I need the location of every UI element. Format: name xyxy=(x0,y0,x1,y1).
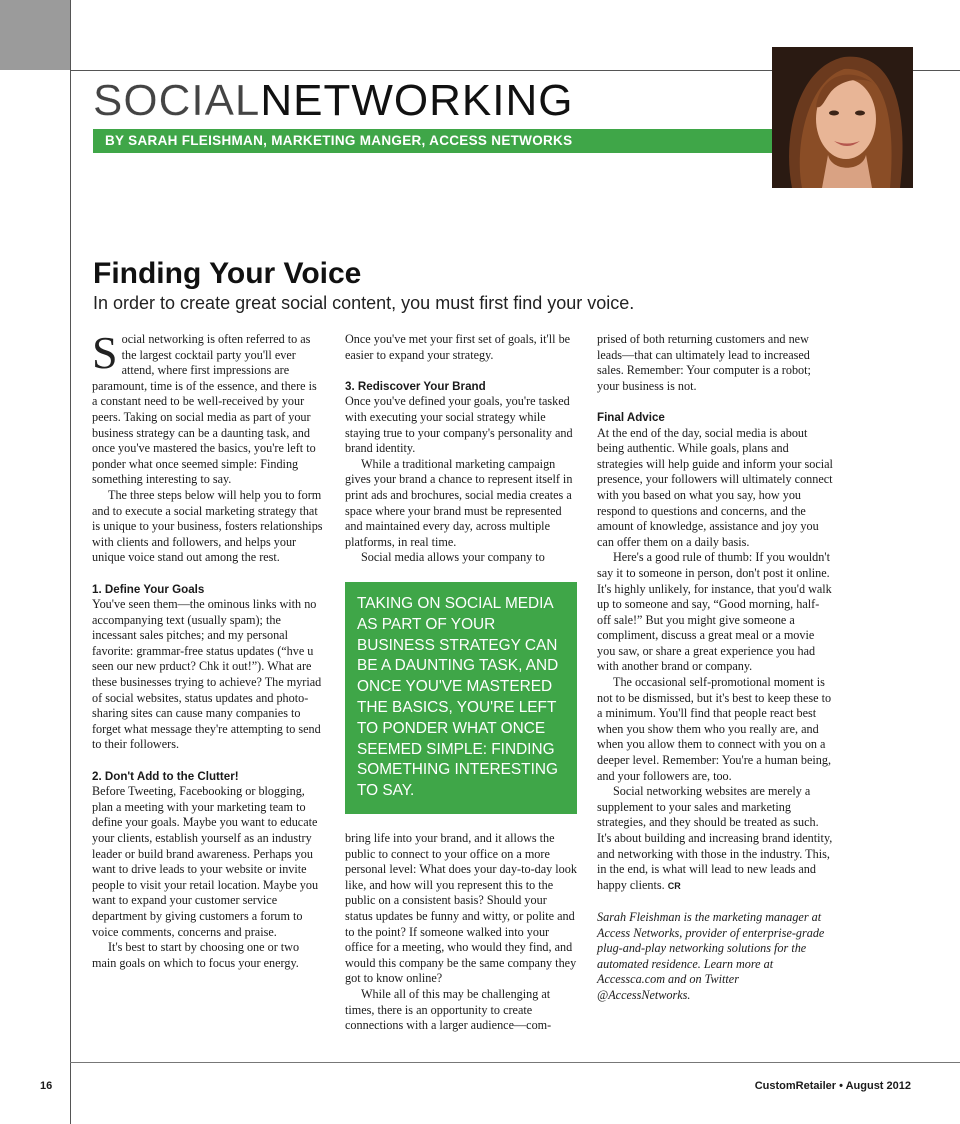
margin-rule xyxy=(70,0,71,1124)
end-mark: CR xyxy=(667,880,681,891)
intro-text: ocial networking is often referred to as the largest cocktail party you'll ever attend, where first impressions are paramount, time is of the essence, and there is a constant need to be well-received by your peers. Taking on social media as part of your business strategy can be a daunting task, and once you've mastered the basics, you're left to ponder what once seemed simple: Finding something interesting to say. xyxy=(92,332,317,487)
body-paragraph: Once you've defined your goals, you're tasked with executing your social strategy while staying true to your company's personality and brand identity. xyxy=(345,394,573,456)
publication-footer: CustomRetailer • August 2012 xyxy=(754,1080,911,1092)
intro-paragraph xyxy=(92,327,324,488)
author-byline: BY SARAH FLEISHMAN, MARKETING MANGER, ACCESS NETWORKS xyxy=(93,129,773,153)
article-headline: Finding Your Voice xyxy=(93,257,362,290)
author-bio: Sarah Fleishman is the marketing manager at Access Networks, provider of enterprise-grade plug-and-play networking solutions for the automated residence. Learn more at Accessca.com and on Twitter @AccessNetworks. xyxy=(597,909,825,1002)
body-paragraph: Here's a good rule of thumb: If you wouldn't say it to someone in person, don't post it online. It's highly unlikely, for instance, that you'd walk up to someone and say, “Good morning, half-off sale!” But you might give someone a compliment, discuss a great meal or a movie you saw, or share a great experience you had with another brand or company. xyxy=(597,550,832,674)
subhead-final-advice: Final Advice xyxy=(597,410,665,424)
pull-quote: TAKING ON SOCIAL MEDIA AS PART OF YOUR BUSINESS STRATEGY CAN BE A DAUNTING TASK, AND ONCE YOU'VE MASTERED THE BASICS, YOU'RE LEFT TO PONDER WHAT ONCE SEEMED SIMPLE: FINDING SOMETHING INTERESTING TO SAY. xyxy=(345,582,577,814)
body-paragraph: Social media allows your company to xyxy=(361,550,545,565)
subhead-rediscover-brand: 3. Rediscover Your Brand xyxy=(345,379,486,393)
closing-text: Social networking websites are merely a supplement to your sales and marketing strategies, and they should be treated as such. It's about building and increasing brand identity, and networking with those in the industry. This, in the end, is what will lead to new leads and happy clients. xyxy=(597,784,833,892)
body-paragraph: Once you've met your first set of goals, it'll be easier to expand your strategy. xyxy=(345,332,571,362)
body-paragraph: At the end of the day, social media is about being authentic. While goals, plans and strategies will help guide and inform your social presence, your followers will ultimately connect with you based on what you say, how you respond to questions and concerns, and the amount of knowledge, assistance and joy you can offer them on a daily basis. xyxy=(597,425,833,549)
body-paragraph xyxy=(597,784,833,894)
body-paragraph: You've seen them—the ominous links with no accompanying text (usually spam); the incessant sales pitches; and my personal favorite: grammar-free status updates (“hve u seen our new prduct? Chk it out!”). What are these businesses trying to achieve? The myriad of social websites, status updates and photo-sharing sites can cause many companies to forget what message they're attempting to send to their followers. xyxy=(92,597,322,752)
author-photo xyxy=(772,47,913,188)
corner-tab xyxy=(0,0,70,70)
footer-rule xyxy=(70,1062,960,1063)
column-2-top xyxy=(345,332,577,566)
article-deck: In order to create great social content, you must first find your voice. xyxy=(93,293,635,313)
drop-cap: S xyxy=(92,327,118,378)
subhead-define-goals: 1. Define Your Goals xyxy=(92,582,205,596)
section-title-light: SOCIAL xyxy=(93,76,261,125)
body-paragraph: While all of this may be challenging at times, there is an opportunity to create connections with a larger audience—com- xyxy=(345,986,552,1033)
body-paragraph: The three steps below will help you to form and to execute a social marketing strategy that is unique to your business, fosters relationships with clients and followers, and helps your unique voice stand out among the rest. xyxy=(92,487,323,565)
section-title-dark: NETWORKING xyxy=(260,76,574,125)
column-3 xyxy=(597,332,833,1004)
portrait-image xyxy=(772,47,913,188)
body-paragraph: prised of both returning customers and new leads—that can ultimately lead to increased sales. Remember: Your computer is a robot; your business is not. xyxy=(597,332,811,393)
section-title xyxy=(93,76,574,126)
body-paragraph: It's best to start by choosing one or two main goals on which to focus your energy. xyxy=(92,940,300,970)
body-paragraph: Before Tweeting, Facebooking or blogging, plan a meeting with your marketing team to define your goals. Maybe you want to educate your clients, establish yourself as an industry leader or build brand awareness. Perhaps you want to drive leads to your website or invite people to visit your retail location. Maybe you want to expand your customer service department by giving customers a forum to voice comments, concerns and praise. xyxy=(92,784,319,939)
column-2-bottom xyxy=(345,831,577,1034)
body-paragraph: While a traditional marketing campaign gives your brand a chance to represent itself in print ads and brochures, social media creates a space where your brand must be represented and maintained every day, across multiple platforms, in real time. xyxy=(345,456,573,549)
column-1 xyxy=(92,327,324,971)
subhead-dont-add-clutter: 2. Don't Add to the Clutter! xyxy=(92,769,239,783)
page-number: 16 xyxy=(40,1080,53,1092)
body-paragraph: The occasional self-promotional moment is not to be dismissed, but it's best to keep these to a minimum. You'll find that people react best when you show them who you really are, and when you allow them to connect with you on a deeper level. Remember: You're a human being, and your followers are, too. xyxy=(597,675,832,783)
body-paragraph: bring life into your brand, and it allows the public to connect to your office on a more personal level: What does your day-to-day look like, and how will you represent this to the public on a consistent basis? Should your status updates be funny and witty, or polite and to the point? If someone walked into your office for a meeting, who would they find, and would this company be the same company they got to know online? xyxy=(345,831,577,986)
